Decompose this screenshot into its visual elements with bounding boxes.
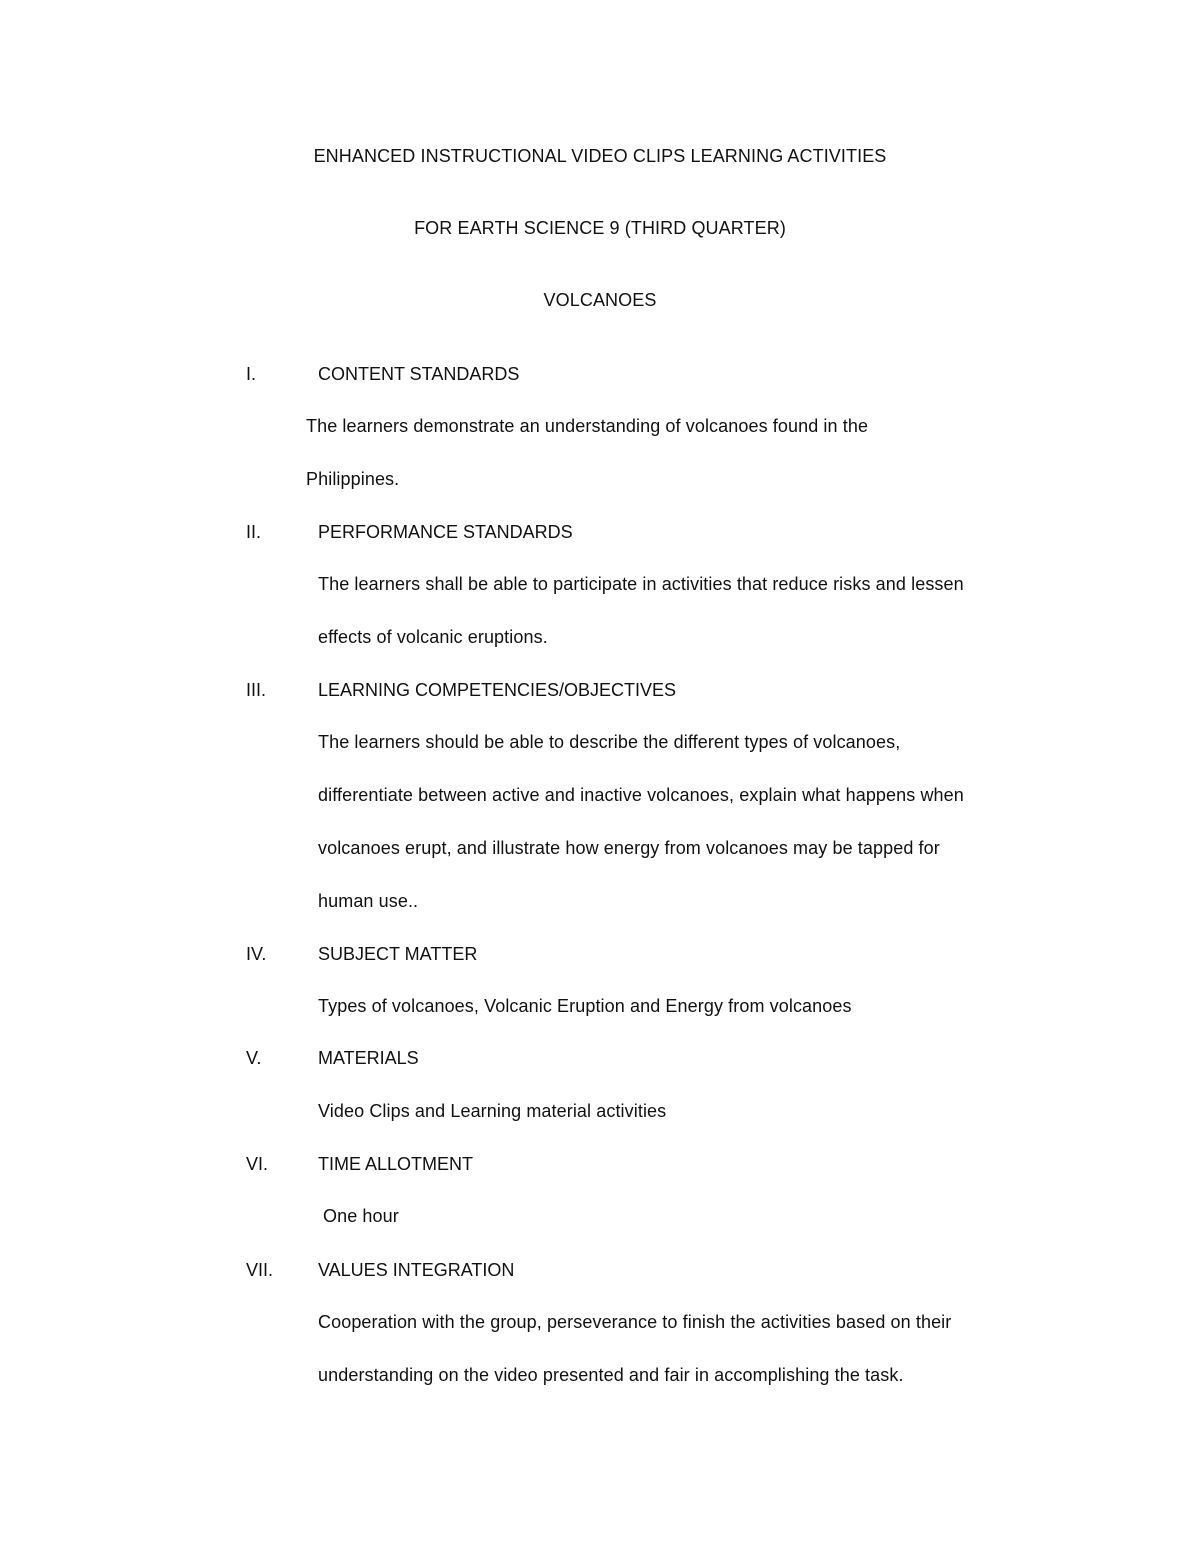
section-text-line: Video Clips and Learning material activities bbox=[318, 1101, 667, 1121]
section-text-line: The learners shall be able to participate in activities that reduce risks and lessen bbox=[318, 574, 964, 594]
section-text-line: volcanoes erupt, and illustrate how energy from volcanoes may be tapped for bbox=[318, 838, 940, 858]
section-heading: PERFORMANCE STANDARDS bbox=[318, 522, 573, 542]
section-text-line: The learners should be able to describe the different types of volcanoes, bbox=[318, 732, 901, 752]
section-numeral: IV. bbox=[246, 944, 267, 964]
section-numeral: I. bbox=[246, 364, 257, 384]
section-text-line: One hour bbox=[323, 1206, 399, 1226]
section-numeral: III. bbox=[246, 680, 267, 700]
document-topic: VOLCANOES bbox=[543, 290, 657, 310]
section-text-line: The learners demonstrate an understanding of volcanoes found in the bbox=[306, 416, 869, 436]
section-text-line: Cooperation with the group, perseverance to finish the activities based on their bbox=[318, 1312, 952, 1332]
section-heading: VALUES INTEGRATION bbox=[318, 1260, 515, 1280]
section-heading: LEARNING COMPETENCIES/OBJECTIVES bbox=[318, 680, 677, 700]
section-heading: CONTENT STANDARDS bbox=[318, 364, 520, 384]
section-numeral: II. bbox=[246, 522, 262, 542]
document-subtitle: FOR EARTH SCIENCE 9 (THIRD QUARTER) bbox=[414, 218, 786, 238]
section-text-line: differentiate between active and inactive volcanoes, explain what happens when bbox=[318, 785, 964, 805]
section-heading: TIME ALLOTMENT bbox=[318, 1154, 474, 1174]
section-text-line: Philippines. bbox=[306, 469, 400, 489]
section-text-line: Types of volcanoes, Volcanic Eruption and Energy from volcanoes bbox=[318, 996, 852, 1016]
section-text-line: effects of volcanic eruptions. bbox=[318, 627, 548, 647]
section-text-line: understanding on the video presented and fair in accomplishing the task. bbox=[318, 1365, 904, 1385]
document-title: ENHANCED INSTRUCTIONAL VIDEO CLIPS LEARNING ACTIVITIES bbox=[313, 146, 887, 166]
section-text-line: human use.. bbox=[318, 891, 419, 911]
section-numeral: V. bbox=[246, 1048, 262, 1068]
section-numeral: VI. bbox=[246, 1154, 269, 1174]
section-heading: MATERIALS bbox=[318, 1048, 419, 1068]
section-numeral: VII. bbox=[246, 1260, 274, 1280]
section-heading: SUBJECT MATTER bbox=[318, 944, 478, 964]
